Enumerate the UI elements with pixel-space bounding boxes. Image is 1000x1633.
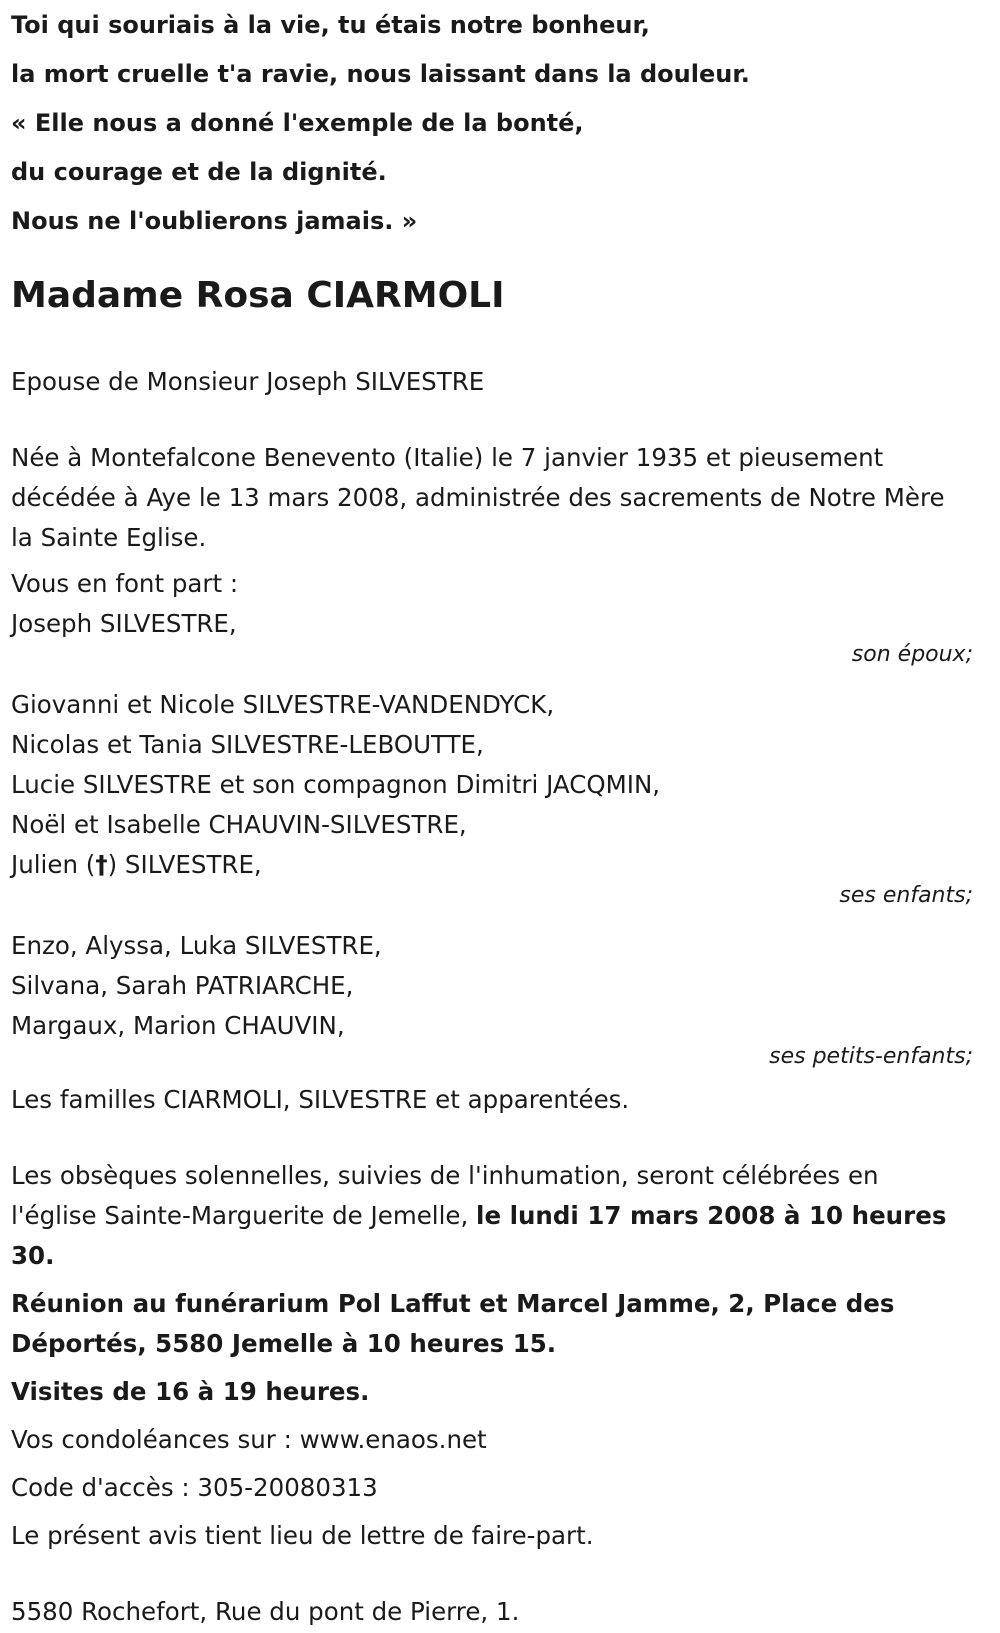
visits-line: Visites de 16 à 19 heures.: [11, 1377, 370, 1406]
grandchild-name: Enzo, Alyssa, Luka SILVESTRE,: [11, 931, 382, 960]
bio-paragraph: Née à Montefalcone Benevento (Italie) le 7 janvier 1935 et pieusement décédée à Aye le 13 mars 2008, administrée des sacrements de Notre Mère la Sainte Eglise.: [11, 443, 945, 552]
grandchild-name: Margaux, Marion CHAUVIN,: [11, 1011, 345, 1040]
child-name-deceased: [11, 845, 991, 885]
child-name: Lucie SILVESTRE et son compagnon Dimitri JACQMIN,: [11, 770, 661, 799]
condolences-line: Vos condoléances sur : www.enaos.net: [11, 1425, 487, 1454]
spouse-group: [11, 604, 991, 670]
child-name: Noël et Isabelle CHAUVIN-SILVESTRE,: [11, 810, 467, 839]
funeral-text: Les obsèques solennelles, suivies de l'inhumation, seront célébrées en l'église Sainte-Marguerite de Jemelle,: [11, 1161, 879, 1230]
child-name: Nicolas et Tania SILVESTRE-LEBOUTTE,: [11, 730, 484, 759]
grandchildren-group: [11, 926, 991, 1072]
address-line: 5580 Rochefort, Rue du pont de Pierre, 1.: [11, 1597, 520, 1626]
child-name-prefix: Julien (: [11, 850, 96, 879]
cross-icon: †: [95, 850, 108, 879]
spouse-name: Joseph SILVESTRE,: [11, 609, 237, 638]
grandchild-name: Silvana, Sarah PATRIARCHE,: [11, 971, 354, 1000]
poem-line: la mort cruelle t'a ravie, nous laissant dans la douleur.: [11, 60, 750, 88]
access-code-line: Code d'accès : 305-20080313: [11, 1473, 378, 1502]
meeting-paragraph: Réunion au funérarium Pol Laffut et Marcel Jamme, 2, Place des Déportés, 5580 Jemelle à 10 heures 15.: [11, 1289, 895, 1358]
child-name-suffix: ) SILVESTRE,: [107, 850, 262, 879]
child-name: Giovanni et Nicole SILVESTRE-VANDENDYCK,: [11, 690, 555, 719]
poem-line: « Elle nous a donné l'exemple de la bonté,: [11, 109, 584, 137]
grandchildren-role: ses petits-enfants;: [769, 1044, 973, 1069]
families-line: Les familles CIARMOLI, SILVESTRE et apparentées.: [11, 1085, 630, 1114]
spouse-role: son époux;: [851, 642, 973, 667]
deceased-name: Madame Rosa CIARMOLI: [11, 275, 505, 316]
funeral-paragraph: [11, 1156, 971, 1276]
children-group: [11, 685, 991, 911]
poem-line: du courage et de la dignité.: [11, 158, 387, 186]
poem-line: Toi qui souriais à la vie, tu étais notre bonheur,: [11, 11, 650, 39]
poem: [11, 1, 991, 246]
obituary-notice: [11, 0, 991, 1632]
announce-line: Vous en font part :: [11, 569, 239, 598]
funeral-date: le lundi 17 mars 2008 à 10 heures 30.: [11, 1201, 947, 1270]
notice-line: Le présent avis tient lieu de lettre de faire-part.: [11, 1521, 594, 1550]
spouse-line: Epouse de Monsieur Joseph SILVESTRE: [11, 367, 485, 396]
children-role: ses enfants;: [839, 883, 973, 908]
poem-line: Nous ne l'oublierons jamais. »: [11, 207, 418, 235]
